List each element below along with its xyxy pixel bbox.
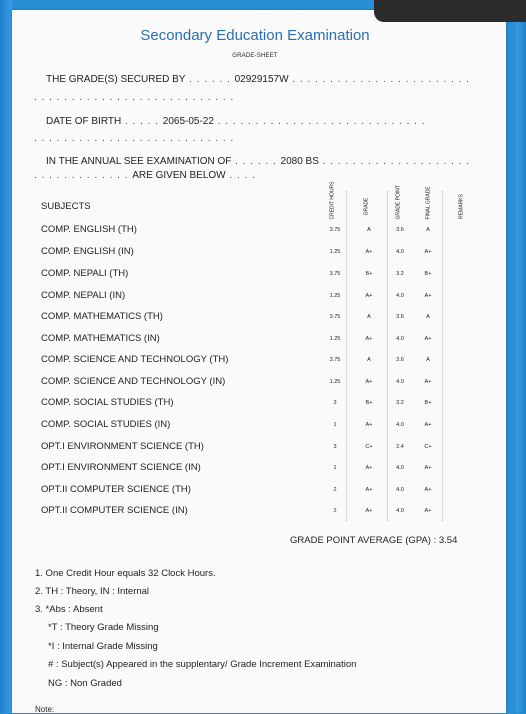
column-divider [346, 191, 347, 521]
subject-name: COMP. ENGLISH (TH) [41, 224, 137, 235]
page-title: Secondary Education Examination [140, 27, 370, 44]
note-item: 1. One Credit Hour equals 32 Clock Hours. [35, 568, 216, 579]
secured-by-label: THE GRADE(S) SECURED BY [46, 74, 186, 85]
final-grade-header: FINAL GRADE [425, 186, 432, 220]
overlay-corner [374, 0, 526, 22]
grade-point: 4.0 [396, 379, 404, 385]
subject-name: COMP. MATHEMATICS (IN) [41, 333, 160, 344]
note-item: # : Subject(s) Appeared in the supplentary/ Grade Increment Examination [48, 659, 357, 670]
final-grade: B+ [424, 271, 432, 277]
credit-hours: 2 [333, 487, 337, 493]
final-grade: A+ [424, 422, 432, 428]
subject-name: OPT.II COMPUTER SCIENCE (IN) [41, 505, 188, 516]
grade: B+ [365, 400, 373, 406]
dob-value: 2065-05-22 [162, 116, 214, 127]
grade-header: GRADE [363, 197, 370, 216]
grade-point: 3.6 [396, 227, 404, 233]
grade: A [367, 357, 371, 363]
note-item: 2. TH : Theory, IN : Internal [35, 586, 150, 597]
final-grade: A+ [424, 487, 432, 493]
final-grade: A [426, 227, 430, 233]
exam-line: IN THE ANNUAL SEE EXAMINATION OF . . . . . . 2080 BS . . . . . . . . . . . . . . . . . . . . [46, 156, 471, 167]
credit-hours: 1 [333, 422, 337, 428]
credit-hours-header: CREDIT HOURS [329, 181, 336, 220]
grade: B+ [365, 271, 373, 277]
grade: A+ [365, 465, 373, 471]
grade: A [367, 227, 371, 233]
credit-hours: 3.75 [329, 314, 341, 320]
grade: A+ [365, 422, 373, 428]
dotted-fill: . . . . . . . . . . . . . . . . . . . . . . . . . . . [34, 92, 235, 103]
credit-hours: 1 [333, 465, 337, 471]
grade-point: 3.6 [396, 357, 404, 363]
credit-hours: 3.75 [329, 271, 341, 277]
dob-label: DATE OF BIRTH [46, 116, 122, 127]
grade: A+ [365, 508, 373, 514]
final-grade: A+ [424, 249, 432, 255]
grade: A+ [365, 487, 373, 493]
final-grade: B+ [424, 400, 432, 406]
final-grade: A+ [424, 336, 432, 342]
page-subtitle: GRADE-SHEET [232, 53, 278, 59]
credit-hours: 1.25 [329, 293, 341, 299]
subject-name: OPT.II COMPUTER SCIENCE (TH) [41, 484, 191, 495]
final-grade: A+ [424, 379, 432, 385]
credit-hours: 3 [333, 400, 337, 406]
credit-hours: 1.25 [329, 336, 341, 342]
grade-point-header: GRADE POINT [395, 185, 402, 220]
grade-point: 4.0 [396, 249, 404, 255]
grade-point: 3.2 [396, 400, 404, 406]
final-grade: C+ [424, 444, 432, 450]
left-edge [0, 0, 12, 713]
note-item: NG : Non Graded [48, 678, 122, 689]
subject-name: OPT.I ENVIRONMENT SCIENCE (TH) [41, 441, 204, 452]
subject-name: COMP. SCIENCE AND TECHNOLOGY (TH) [41, 354, 229, 365]
grade-point: 3.6 [396, 314, 404, 320]
grade-point: 4.0 [396, 487, 404, 493]
final-grade: A [426, 314, 430, 320]
secured-by-line: THE GRADE(S) SECURED BY . . . . . . 02929157W . . . . . . . . . . . . . . . . . . . . . . . . [46, 74, 470, 85]
grade-point: 4.0 [396, 508, 404, 514]
credit-hours: 3.75 [329, 227, 341, 233]
final-grade: A [426, 357, 430, 363]
exam-year: 2080 BS [280, 156, 319, 167]
dotted-fill: . . . . . . . . . . . . . . . . . . . . . . . . . . . [34, 133, 235, 144]
given-below-label: ARE GIVEN BELOW [132, 170, 226, 181]
subject-name: COMP. NEPALI (IN) [41, 290, 126, 301]
note-item: *T : Theory Grade Missing [48, 622, 159, 633]
grade-point: 3.2 [396, 271, 404, 277]
grade-point: 4.0 [396, 422, 404, 428]
grade-point: 4.0 [396, 465, 404, 471]
grade-point: 2.4 [396, 444, 404, 450]
final-grade: A+ [424, 508, 432, 514]
grade: C+ [365, 444, 373, 450]
grade: A+ [365, 336, 373, 342]
note-item: *I : Internal Grade Missing [48, 641, 158, 652]
credit-hours: 3 [333, 444, 337, 450]
symbol-number: 02929157W [234, 74, 289, 85]
credit-hours: 1.25 [329, 249, 341, 255]
grade-point: 4.0 [396, 336, 404, 342]
grade-point: 4.0 [396, 293, 404, 299]
subject-name: COMP. SOCIAL STUDIES (IN) [41, 419, 171, 430]
subject-name: COMP. NEPALI (TH) [41, 268, 129, 279]
grade: A+ [365, 249, 373, 255]
column-divider [387, 191, 388, 521]
subject-name: COMP. SOCIAL STUDIES (TH) [41, 397, 174, 408]
grade: A+ [365, 293, 373, 299]
grade: A [367, 314, 371, 320]
credit-hours: 3.75 [329, 357, 341, 363]
subject-name: OPT.I ENVIRONMENT SCIENCE (IN) [41, 462, 201, 473]
final-grade: A+ [424, 465, 432, 471]
right-edge [516, 0, 526, 713]
final-grade: A+ [424, 293, 432, 299]
subject-name: COMP. MATHEMATICS (TH) [41, 311, 163, 322]
remarks-header: REMARKS [458, 194, 465, 219]
subject-name: COMP. SCIENCE AND TECHNOLOGY (IN) [41, 376, 226, 387]
subjects-header: SUBJECTS [41, 201, 91, 212]
given-below-line: . . . . . . . . . . . . . ARE GIVEN BELOW . . . . [34, 170, 256, 181]
gpa-summary: GRADE POINT AVERAGE (GPA) : 3.54 [290, 535, 458, 546]
note-item: 3. *Abs : Absent [35, 604, 103, 615]
bottom-note-label: Note: [35, 705, 55, 714]
column-divider [442, 191, 443, 521]
credit-hours: 1.25 [329, 379, 341, 385]
dob-line: DATE OF BIRTH . . . . . 2065-05-22 . . . . . . . . . . . . . . . . . . . . . . . . . . . . [46, 116, 426, 127]
credit-hours: 2 [333, 508, 337, 514]
grade: A+ [365, 379, 373, 385]
subject-name: COMP. ENGLISH (IN) [41, 246, 134, 257]
exam-label: IN THE ANNUAL SEE EXAMINATION OF [46, 156, 232, 167]
